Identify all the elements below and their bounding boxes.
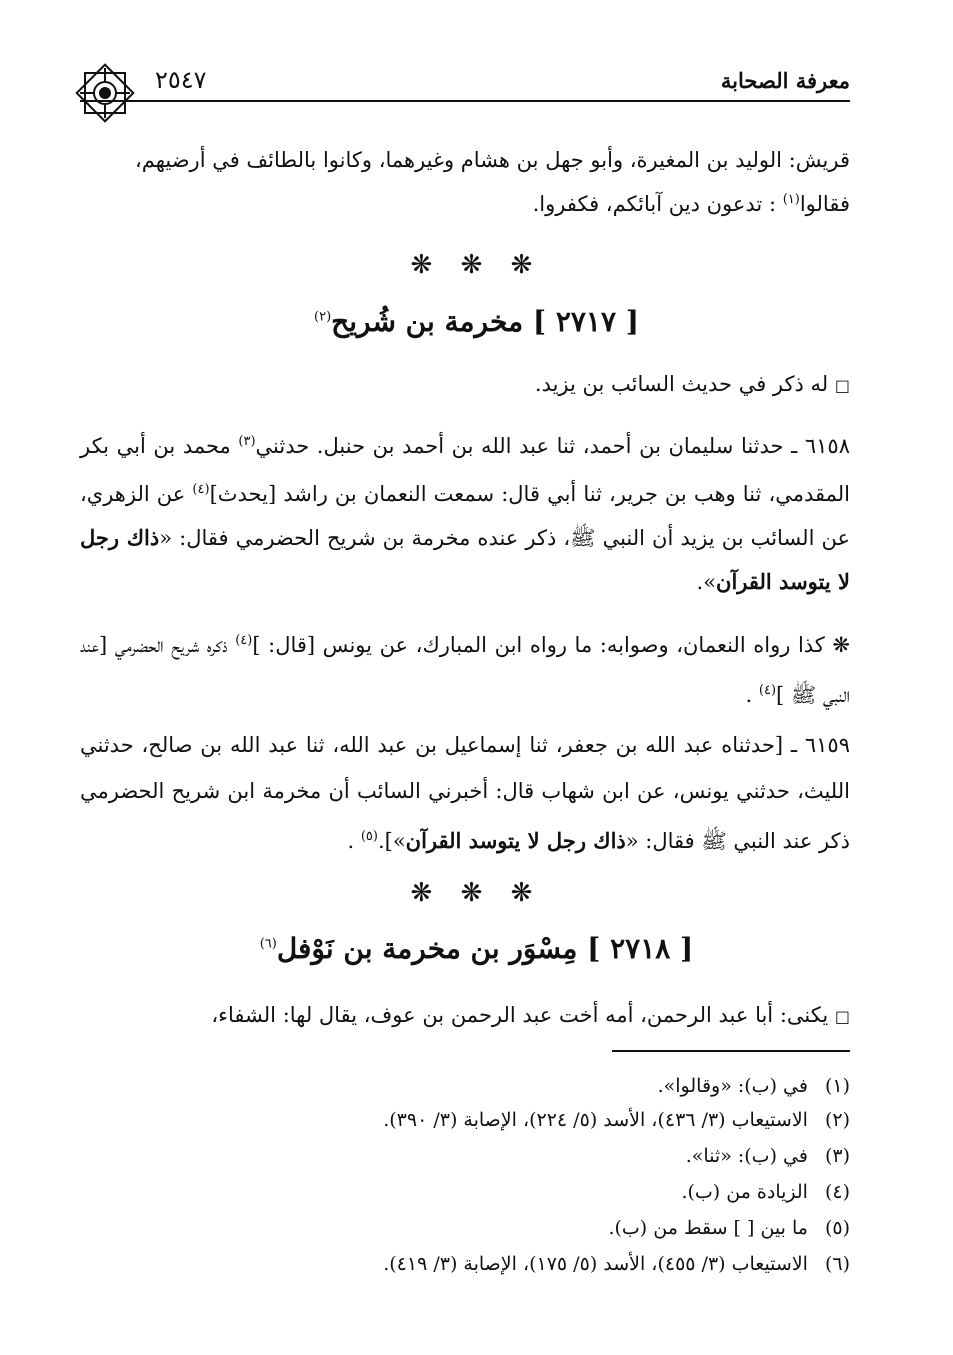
square-bullet-icon: □ [834,376,850,395]
footnote-number: (٥) [824,1217,850,1239]
entry-heading-2717 [0,305,953,338]
intro-text: يكنى: أبا عبد الرحمن، أمه أخت عبد الرحمن بن عوف، يقال لها: الشفاء، [211,1003,829,1027]
text-span: ❋ كذا رواه النعمان، وصوابه: ما رواه ابن المبارك، عن يونس [قال: ] [252,633,850,657]
separator-stars: ❋ ❋ ❋ [410,878,543,908]
footnote-text: في (ب): «وقالوا». [657,1075,808,1097]
entry-name: مِسْوَر بن مخرمة بن نَوْفل [276,932,578,965]
intro-text: له ذكر في حديث السائب بن يزيد. [534,372,829,396]
paragraph-intro-1 [80,364,850,406]
text-span: : تدعون دين آبائكم، فكفروا. [532,192,783,216]
footnote-text: الاستيعاب (٣/ ٤٥٥)، الأسد (٥/ ١٧٥)، الإصابة (٣/ ٤١٩). [383,1253,808,1275]
text-span: ذكره شريح الحضرمي [عند النبي ﷺ ] [80,633,850,707]
footnote-text: الاستيعاب (٣/ ٤٣٦)، الأسد (٥/ ٢٢٤)، الإصابة (٣/ ٣٩٠). [383,1109,808,1131]
text-span: »]. [377,829,406,853]
entry-heading-2718 [0,932,953,965]
footnote-number: (٤) [824,1181,850,1203]
footnote-2 [170,1106,850,1134]
footnote-text: في (ب): «ثنا». [685,1145,808,1167]
footnote-ref: (٤) [235,633,253,648]
hadith-6159 [80,722,850,864]
footnote-divider [612,1050,850,1052]
star-ornament-icon [72,60,138,126]
footnote-ref: (٣) [238,434,256,449]
note-paragraph [80,618,850,718]
paragraph-top-line2 [80,180,850,224]
footnote-1 [170,1072,850,1100]
footnote-ref: (١) [782,192,800,207]
hadith-quote: ذاك رجل لا يتوسد القرآن [405,828,626,853]
footnote-number: (٢) [824,1109,850,1131]
footnote-text: الزيادة من (ب). [681,1181,808,1203]
footnote-text: ما بين [ ] سقط من (ب). [608,1217,808,1239]
square-bullet-icon: □ [834,1007,850,1026]
footnote-3 [170,1142,850,1170]
paragraph-intro-2 [80,995,850,1037]
text-span: عن الزهري، عن السائب بن يزيد أن النبي ﷺ، ذكر عنده مخرمة بن شريح الحضرمي فقال: « [80,482,850,550]
entry-number: [ ٢٧١٨ ] [587,932,694,965]
footnote-number: (١) [824,1075,850,1097]
separator-stars: ❋ ❋ ❋ [410,250,543,280]
footnote-ref: (٦) [259,936,277,952]
hadith-6158 [80,420,850,604]
footnote-6 [170,1250,850,1278]
page-header [80,60,850,102]
footnote-4 [170,1178,850,1206]
footnote-ref: (٤) [192,482,210,497]
entry-name: مخرمة بن شُريح [331,305,524,338]
footnote-ref: (٥) [360,829,378,844]
paragraph-top-line1: قريش: الوليد بن المغيرة، وأبو جهل بن هشام وغيرهما، وكانوا بالطائف في أرضيهم، [134,148,850,172]
text-span: ٦١٥٨ ـ حدثنا سليمان بن أحمد، ثنا عبد الله بن أحمد بن حنبل. حدثني [255,434,850,458]
footnote-ref: (٢) [314,309,332,325]
footnote-ref: (٤) [758,683,777,698]
text-span: ». [696,570,717,594]
footnote-number: (٦) [824,1253,850,1275]
text-span: ٦١٥٩ ـ [حدثناه عبد الله بن جعفر، ثنا إسماعيل بن عبد الله، ثنا عبد الله بن صالح، حدثني الليث، حدثني يونس، عن ابن شهاب قال: أخبرني السائب أن مخرمة ابن شريح الحضرمي ذكر عند النبي ﷺ فقال: « [80,733,850,853]
footnote-5 [170,1214,850,1242]
page-number: ٢٥٤٧ [155,66,207,94]
text-span: . [347,829,361,853]
text-span: . [745,683,759,707]
text-span: محمد بن أبي بكر المقدمي، ثنا وهب بن جرير، ثنا أبي قال: سمعت النعمان بن راشد [يحدث] [80,434,851,506]
footnote-number: (٣) [824,1145,850,1167]
paragraph-top [80,140,850,224]
entry-number: [ ٢٧١٧ ] [532,305,639,338]
hadith-quote: ذاك رجل لا يتوسد القرآن [80,525,850,594]
running-title: معرفة الصحابة [720,68,850,93]
text-span: فقالوا [799,192,850,216]
